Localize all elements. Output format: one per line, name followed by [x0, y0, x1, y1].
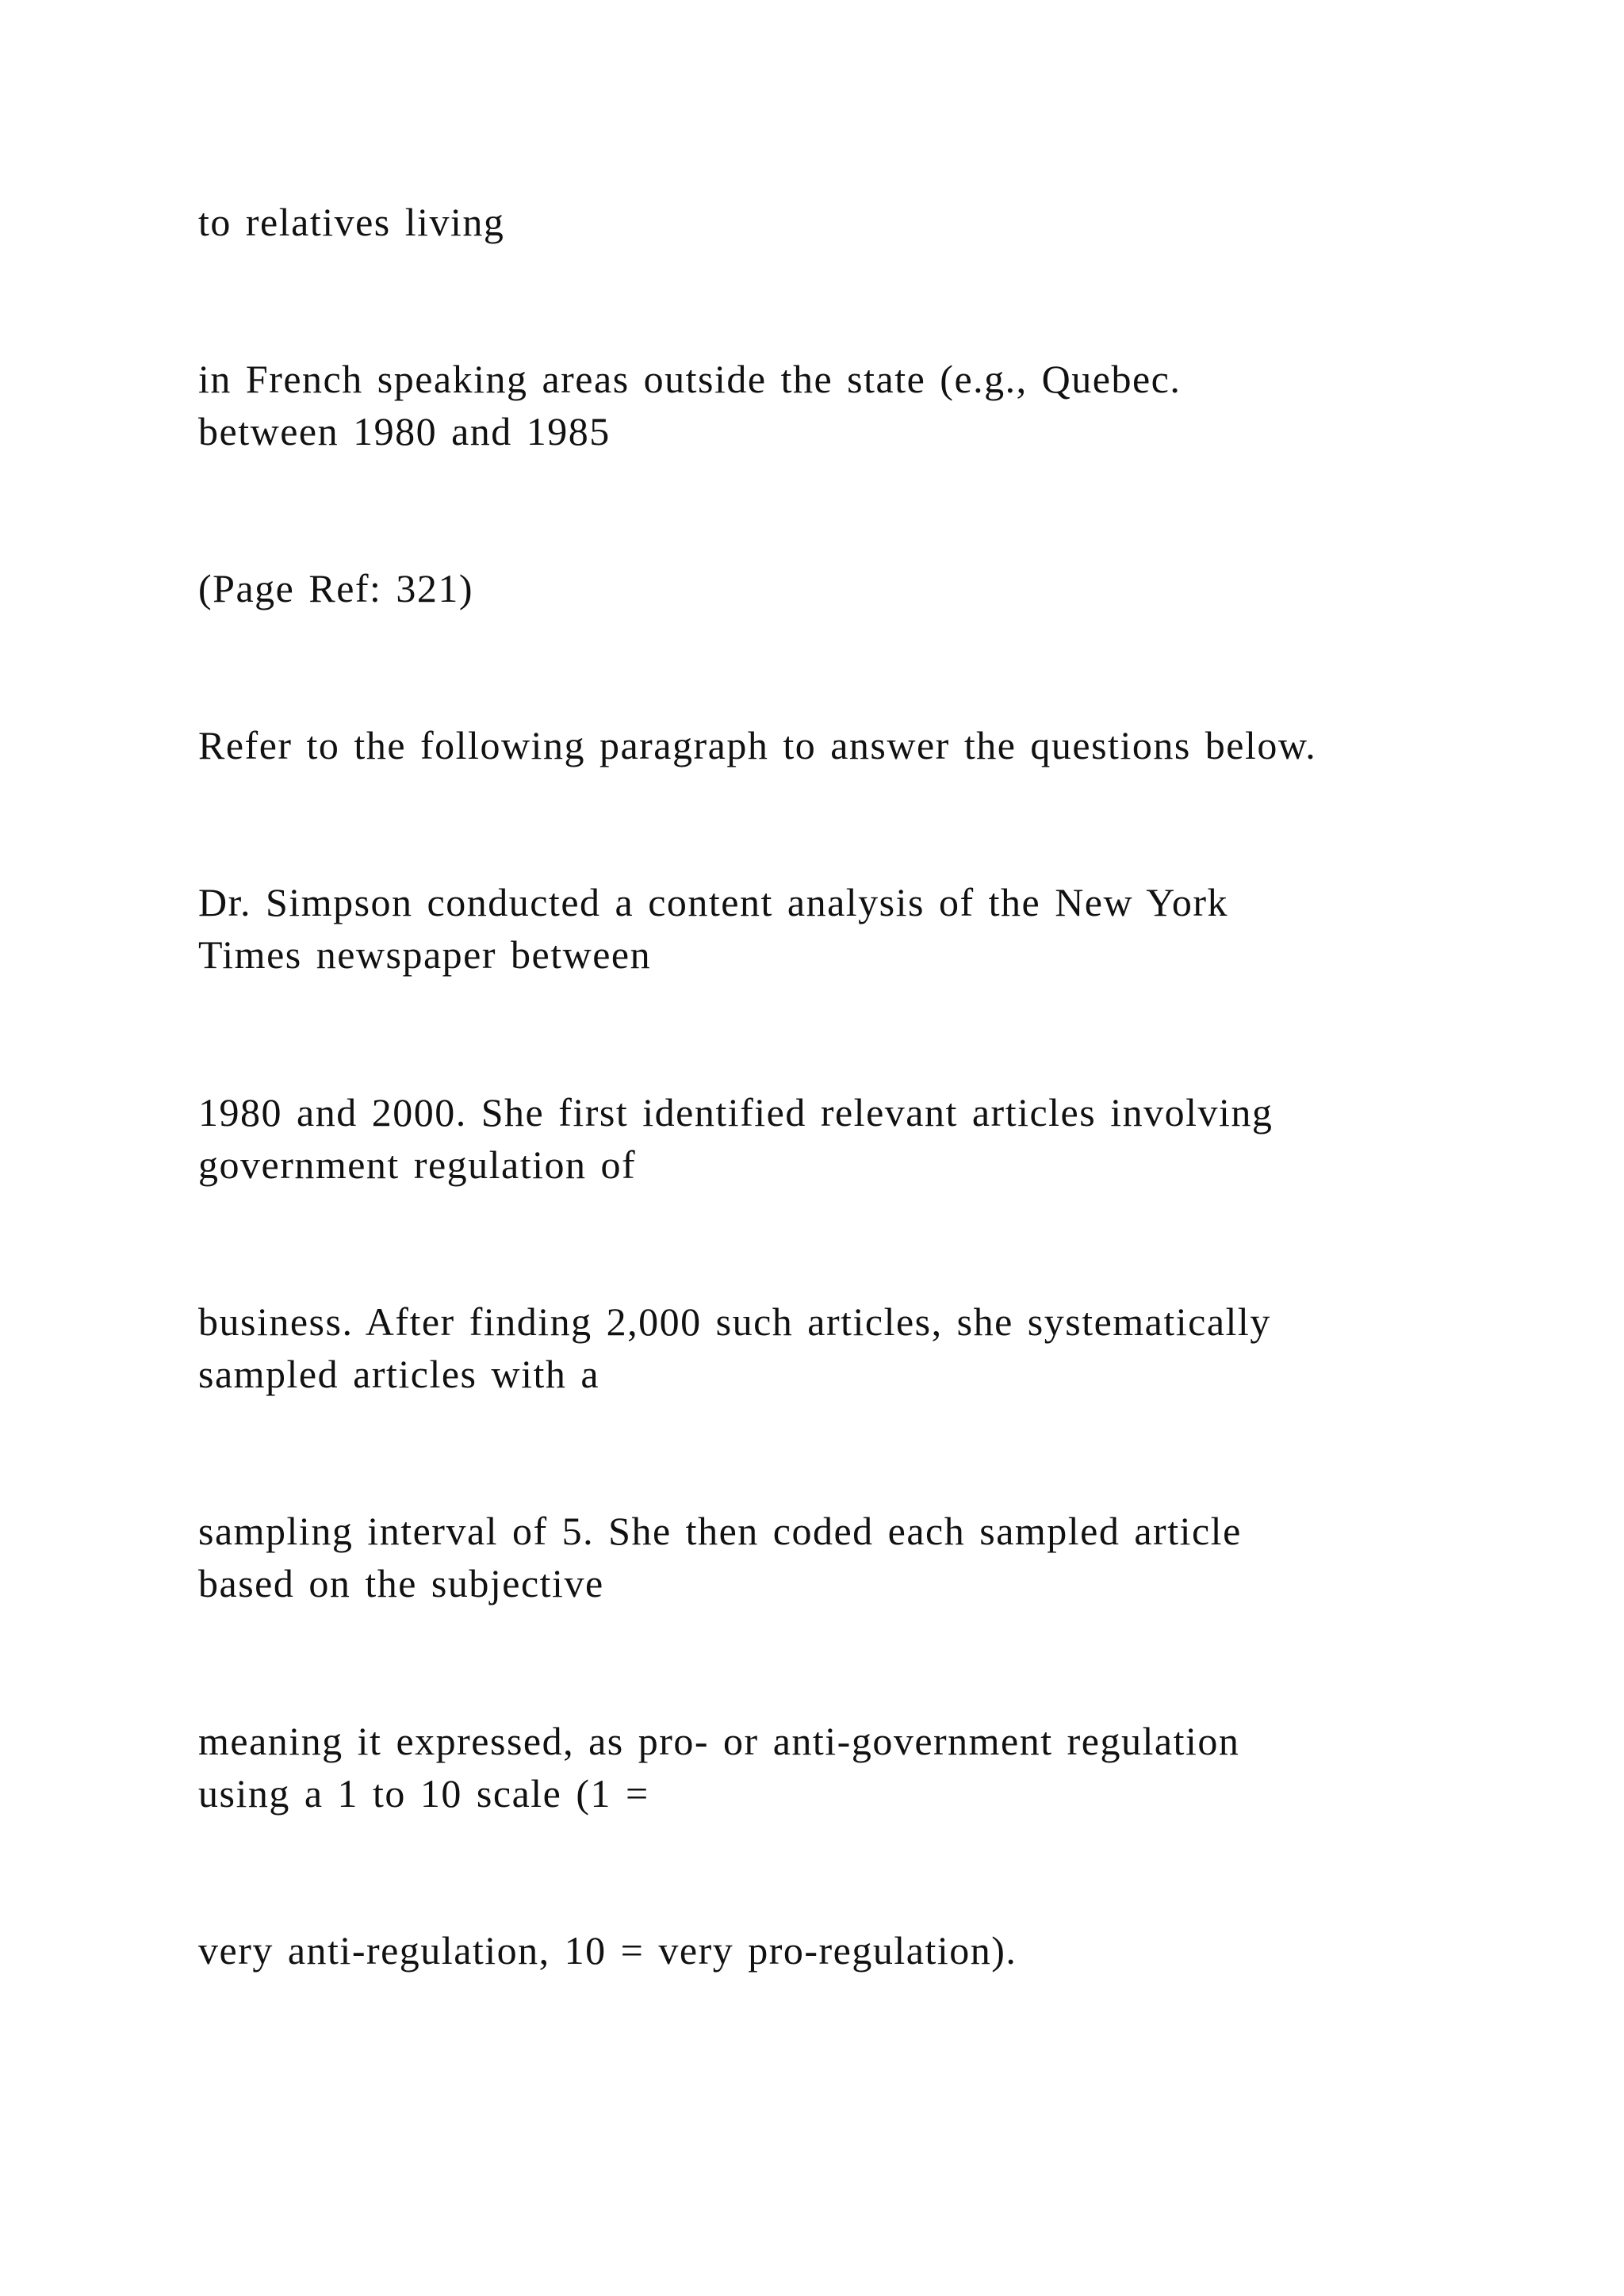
text-line: Times newspaper between: [198, 932, 652, 977]
text-line: government regulation of: [198, 1142, 637, 1187]
text-line: in French speaking areas outside the state (e.g., Quebec.: [198, 357, 1182, 401]
text-line: Dr. Simpson conducted a content analysis of the New York: [198, 880, 1229, 924]
text-line: 1980 and 2000. She first identified relevant articles involving: [198, 1090, 1274, 1135]
text-line: using a 1 to 10 scale (1 =: [198, 1771, 649, 1816]
text-line: business. After finding 2,000 such articles, she systematically: [198, 1299, 1271, 1344]
text-line: meaning it expressed, as pro- or anti-government regulation: [198, 1719, 1240, 1763]
text-line: sampling interval of 5. She then coded each sampled article: [198, 1509, 1242, 1553]
text-line: (Page Ref: 321): [198, 566, 474, 610]
text-line: to relatives living: [198, 200, 505, 244]
text-line: between 1980 and 1985: [198, 409, 611, 453]
text-line: Refer to the following paragraph to answer the questions below.: [198, 723, 1317, 767]
text-line: sampled articles with a: [198, 1352, 600, 1396]
text-line: based on the subjective: [198, 1561, 604, 1605]
text-line: very anti-regulation, 10 = very pro-regulation).: [198, 1928, 1017, 1973]
